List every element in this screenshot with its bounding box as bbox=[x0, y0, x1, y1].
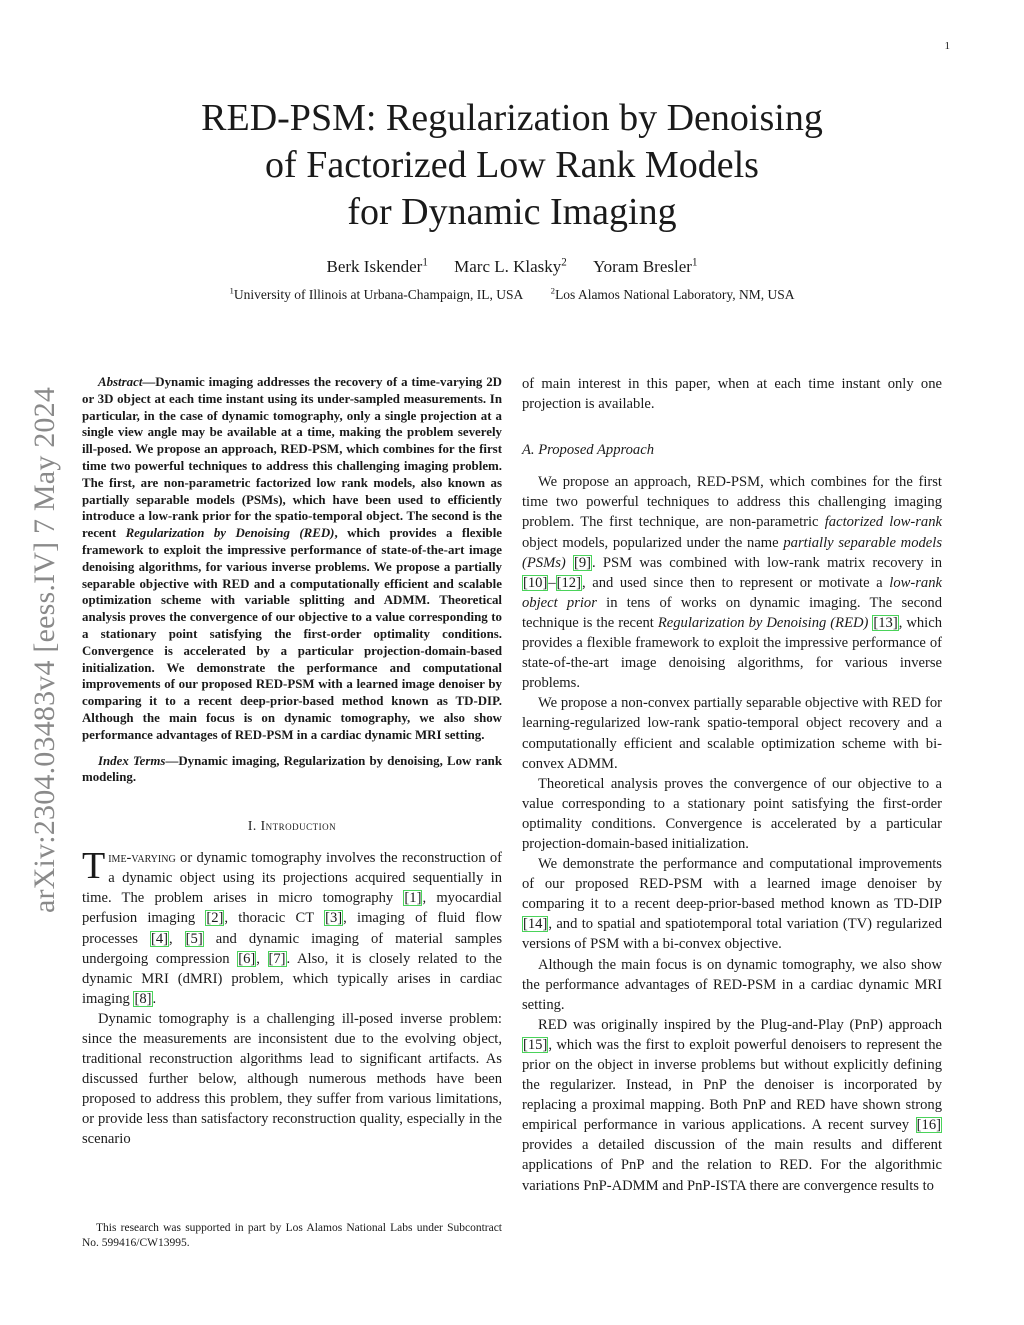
footnote: This research was supported in part by Los Alamos National Labs under Subcontract No. 599416/CW13995. bbox=[82, 1222, 502, 1249]
citation-link[interactable]: [3] bbox=[325, 910, 343, 927]
affiliation: $^1$University of Illinois at Urbana-Champaign, IL, USA bbox=[229, 285, 524, 302]
section-heading-introduction: I. Introduction bbox=[247, 818, 337, 834]
approach-paragraph-5: Although the main focus is on dynamic tomography, we also show the performance advantages of RED-PSM in a cardiac dynamic MRI setting. bbox=[522, 956, 942, 1013]
right-column bbox=[522, 374, 942, 1196]
citation-link[interactable]: [2] bbox=[206, 910, 224, 927]
intro-paragraph-1: Time-varying or dynamic tomography involves the reconstruction of a dynamic object using its projections acquired sequentially in time. The problem arises in micro tomography [1], myocardial perfusion imaging [2], thoracic CT [3], imaging of fluid flow processes [4], [5] and dynamic imaging of material samples undergoing compression [6], [7]. Also, it is closely related to the dynamic MRI (dMRI) problem, which typically arises in cardiac imaging [8]. bbox=[82, 845, 502, 1007]
abstract: Abstract—Dynamic imaging addresses the recovery of a time-varying 2D or 3D object at each time instant using its under-sampled measurements. In particular, in the case of dynamic tomography, only a single projection at a single view angle may be available at a time, making the problem severely ill-posed. We propose an approach, RED-PSM, which combines for the first time two powerful techniques to address this challenging imaging problem. The first, are non-parametric factorized low rank models, also known as partially separable models (PSMs), which have been used to efficiently introduce a low-rank prior for the spatio-temporal object. The second is the recent Regularization by Denoising (RED), which provides a flexible framework to exploit the impressive performance of state-of-the-art image denoising algorithms, for various inverse problems. We propose a partially separable objective with RED and a computationally efficient and scalable optimization scheme with variable splitting and ADMM. Theoretical analysis proves the convergence of our objective to a value corresponding to a stationary point satisfying the first-order optimality conditions. Convergence is accelerated by a particular projection-domain-based initialization. We demonstrate the performance and computational improvements of our proposed RED-PSM with a learned image denoiser by comparing it to a recent deep-prior-based method known as TD-DIP. Although the main focus is on dynamic tomography, we also show performance advantages of RED-PSM in a cardiac dynamic MRI setting. bbox=[82, 375, 502, 742]
paper-title-line-1: RED-PSM: Regularization by Denoising bbox=[201, 97, 823, 139]
citation-link[interactable]: [16] bbox=[916, 1117, 941, 1134]
arxiv-stamp-text: arXiv:2304.03483v4 [eess.IV] 7 May 2024 bbox=[28, 386, 61, 914]
index-terms-label: Index Terms bbox=[98, 753, 166, 768]
author: Yoram Bresler$^1$ bbox=[593, 256, 698, 276]
subsection-heading-proposed-approach: A. Proposed Approach bbox=[522, 442, 655, 459]
author: Marc L. Klasky$^2$ bbox=[454, 256, 567, 276]
introduction-body bbox=[82, 845, 502, 1149]
author: Berk Iskender$^1$ bbox=[326, 256, 428, 276]
title-block bbox=[140, 95, 884, 304]
index-terms: Index Terms—Dynamic imaging, Regularization by denoising, Low rank modeling. bbox=[82, 753, 502, 785]
citation-link[interactable]: [5] bbox=[185, 930, 203, 947]
approach-paragraph-6: RED was originally inspired by the Plug-and-Play (PnP) approach [15], which was the first to exploit powerful denoisers to represent the prior on the object in inverse problems but without explicitly defining the regularizer. Instead, in PnP the denoiser is incorporated by replacing a proximal mapping. Both PnP and RED have shown strong empirical performance in various applications. A recent survey [16] provides a detailed discussion of the main results and different applications of PnP and the relation to RED. For the algorithmic variations PnP-ADMM and PnP-ISTA there are convergence results to bbox=[522, 1016, 942, 1194]
citation-link[interactable]: [8] bbox=[134, 990, 152, 1007]
citation-link[interactable]: [1] bbox=[404, 890, 422, 907]
citation-link[interactable]: [7] bbox=[268, 950, 286, 967]
arxiv-stamp bbox=[26, 355, 64, 945]
approach-paragraph-1: We propose an approach, RED-PSM, which combines for the first time two powerful techniques to address this challenging imaging problem. The first technique, are non-parametric factorized low-rank object models, popularized under the name partially separable models (PSMs) [9]. PSM was combined with low-rank matrix recovery in [10]–[12], and used since then to represent or motivate a low-rank object prior in tens of works on dynamic imaging. The second technique is the recent Regularization by Denoising (RED) [13], which provides a flexible framework to exploit the impressive performance of state-of-the-art image denoising algorithms, for various inverse problems. bbox=[522, 474, 942, 692]
citation-link[interactable]: [4] bbox=[150, 930, 168, 947]
drop-cap: T bbox=[82, 845, 106, 888]
left-column bbox=[82, 374, 502, 1150]
intro-paragraph-2: Dynamic tomography is a challenging ill-posed inverse problem: since the measurements are inconsistent due to the evolving object, traditional reconstruction algorithms lead to significant artifacts. As discussed further below, although numerous methods have been proposed to address this problem, they suffer from various limitations, or provide less than satisfactory reconstruction quality, especially in the scenario bbox=[82, 1010, 502, 1148]
citation-link[interactable]: [10] bbox=[523, 574, 548, 591]
paper-title-line-3: for Dynamic Imaging bbox=[347, 191, 677, 233]
affiliation-list bbox=[140, 286, 884, 304]
approach-paragraph-3: Theoretical analysis proves the convergence of our objective to a value corresponding to a stationary point satisfying the first-order optimality conditions. Convergence is accelerated by a particular projection-domain-based initialization. bbox=[522, 775, 942, 852]
citation-link[interactable]: [14] bbox=[523, 916, 548, 933]
approach-paragraph-4: We demonstrate the performance and computational improvements of our proposed RED-PSM with a learned image denoiser by comparing it to a recent deep-prior-based method known as TD-DIP [14], and to spatial and spatiotemporal total variation (TV) regularized versions of PSM with a bi-convex objective. bbox=[522, 856, 942, 953]
abstract-label: Abstract bbox=[98, 375, 143, 389]
citation-link[interactable]: [9] bbox=[574, 554, 592, 571]
affiliation: $^2$Los Alamos National Laboratory, NM, USA bbox=[550, 285, 795, 302]
continued-paragraph: of main interest in this paper, when at each time instant only one projection is available. bbox=[522, 376, 942, 413]
author-list bbox=[140, 256, 884, 278]
approach-paragraph-2: We propose a non-convex partially separable objective with RED for learning-regularized low-rank spatio-temporal object recovery and a computationally efficient and scalable optimization scheme with bi-convex ADMM. bbox=[522, 695, 942, 772]
paper-title-line-2: of Factorized Low Rank Models bbox=[265, 144, 759, 186]
citation-link[interactable]: [12] bbox=[556, 574, 581, 591]
citation-link[interactable]: [15] bbox=[523, 1036, 548, 1053]
citation-link[interactable]: [6] bbox=[238, 950, 256, 967]
citation-link[interactable]: [13] bbox=[873, 614, 898, 631]
right-column-body bbox=[522, 374, 942, 1196]
page-number: 1 bbox=[944, 40, 950, 52]
